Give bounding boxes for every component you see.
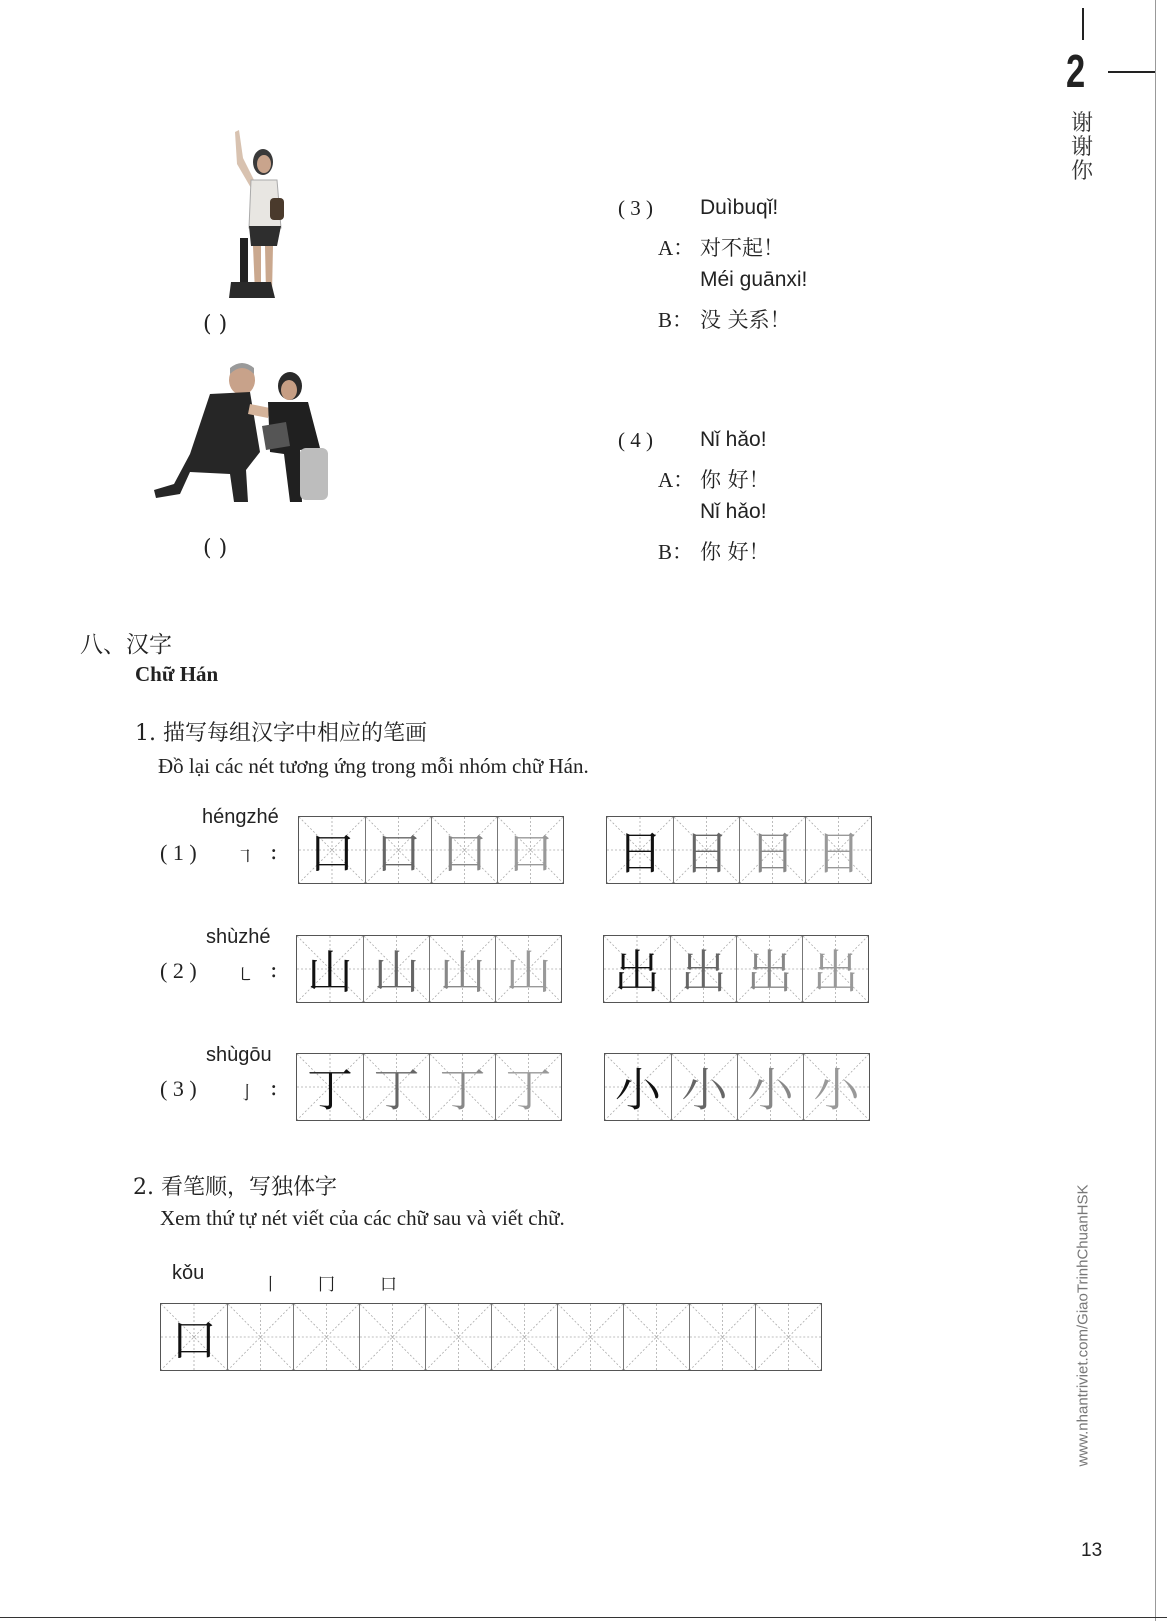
stroke-order-step-2: 冂 xyxy=(318,1275,335,1295)
row-1-number: ( 1 ) xyxy=(160,840,197,865)
grid-cell[interactable] xyxy=(359,1304,425,1370)
grid-cell[interactable] xyxy=(557,1304,623,1370)
grid-character: 山 xyxy=(439,945,486,999)
grid-cell[interactable] xyxy=(293,1304,359,1370)
kneeling-man-picture xyxy=(150,362,330,512)
dialogue-3-b-label: B： xyxy=(658,308,694,332)
section-subtitle: Chữ Hán xyxy=(135,662,219,686)
grid-cell[interactable] xyxy=(736,936,802,1002)
picture-2-answer-parens: ( ) xyxy=(203,536,228,561)
grid-cell[interactable] xyxy=(805,817,871,883)
exercise-2-title: 2. 看笔顺，写独体字 xyxy=(133,1175,337,1200)
grid-cell[interactable] xyxy=(365,817,431,883)
row-2-left-grid xyxy=(296,935,562,1003)
row-2-number: ( 2 ) xyxy=(160,958,197,983)
dialogue-3-number: ( 3 ) xyxy=(618,196,653,220)
grid-cell[interactable] xyxy=(363,936,429,1002)
grid-character: 日 xyxy=(815,826,862,880)
grid-cell[interactable] xyxy=(227,1304,293,1370)
dialogue-4-b-hanzi: 你 好！ xyxy=(700,540,770,564)
row-1-stroke: ㇕ xyxy=(236,847,254,868)
row-1-left-grid xyxy=(298,816,564,884)
dialogue-3-b-hanzi: 没 关系！ xyxy=(700,308,791,332)
grid-character: 日 xyxy=(749,826,796,880)
row-1-right-grid xyxy=(606,816,872,884)
dialogue-3-a-pinyin: Duìbuqǐ! xyxy=(700,196,779,219)
grid-cell[interactable] xyxy=(670,936,736,1002)
row-2-right-grid xyxy=(603,935,869,1003)
grid-cell[interactable] xyxy=(607,817,673,883)
row-3-number: ( 3 ) xyxy=(160,1076,197,1101)
grid-cell[interactable] xyxy=(299,817,365,883)
chapter-side-rule xyxy=(1108,71,1156,73)
grid-character: 日 xyxy=(683,826,730,880)
grid-cell[interactable] xyxy=(495,1054,561,1120)
grid-cell[interactable] xyxy=(495,936,561,1002)
chapter-number: 2 xyxy=(1066,45,1086,97)
row-2-pinyin: shùzhé xyxy=(206,926,271,948)
row-1-colon: : xyxy=(270,840,278,865)
dialogue-4-a-label: A： xyxy=(658,468,695,492)
chapter-title-char: 谢 xyxy=(1070,135,1093,160)
grid-cell[interactable] xyxy=(429,1054,495,1120)
grid-character: 小 xyxy=(681,1063,728,1117)
page-number: 13 xyxy=(1081,1540,1103,1561)
chapter-top-rule xyxy=(1082,8,1084,40)
row-3-left-grid xyxy=(296,1053,562,1121)
grid-cell[interactable] xyxy=(297,936,363,1002)
grid-character: 丁 xyxy=(373,1063,420,1117)
stroke-order-step-3: 口 xyxy=(380,1275,397,1295)
row-1-pinyin: héngzhé xyxy=(202,806,279,828)
dialogue-3-a-label: A： xyxy=(658,236,695,260)
grid-character: 口 xyxy=(309,826,355,880)
grid-character: 口 xyxy=(441,826,488,880)
dialogue-3-a-hanzi: 对不起！ xyxy=(700,236,784,260)
writing-practice-grid xyxy=(160,1303,822,1371)
dialogue-4-number: ( 4 ) xyxy=(618,428,653,452)
page-bottom-line xyxy=(0,1617,1167,1618)
grid-cell[interactable] xyxy=(604,936,670,1002)
stroke-order-step-1: 丨 xyxy=(262,1275,279,1295)
chapter-title-char: 你 xyxy=(1070,159,1093,184)
exercise-1-subtitle: Đồ lại các nét tương ứng trong mỗi nhóm chữ Hán. xyxy=(158,754,589,778)
dialogue-3-b-pinyin: Méi guānxi! xyxy=(700,268,808,291)
dialogue-4-b-pinyin: Nǐ hǎo! xyxy=(700,500,767,523)
sidebar-url: www.nhantriviet.com/GiaoTrinhChuanHSK xyxy=(1074,1184,1092,1467)
grid-cell[interactable] xyxy=(161,1304,227,1370)
grid-character: 小 xyxy=(747,1063,794,1117)
dialogue-4-b-label: B： xyxy=(658,540,694,564)
grid-cell[interactable] xyxy=(425,1304,491,1370)
grid-character: 出 xyxy=(812,945,859,999)
grid-character: 山 xyxy=(307,945,353,999)
grid-character: 出 xyxy=(746,945,793,999)
grid-character: 丁 xyxy=(307,1063,353,1117)
grid-character: 出 xyxy=(614,945,660,999)
section-title: 八、汉字 xyxy=(80,632,172,658)
grid-cell[interactable] xyxy=(689,1304,755,1370)
dialogue-4-a-hanzi: 你 好！ xyxy=(700,468,770,492)
grid-cell[interactable] xyxy=(802,936,868,1002)
exercise-2-subtitle: Xem thứ tự nét viết của các chữ sau và viết chữ. xyxy=(160,1206,565,1230)
grid-cell[interactable] xyxy=(605,1054,671,1120)
grid-character: 山 xyxy=(373,945,420,999)
grid-cell[interactable] xyxy=(803,1054,869,1120)
grid-cell[interactable] xyxy=(297,1054,363,1120)
row-3-pinyin: shùgōu xyxy=(206,1044,272,1066)
waving-woman-picture xyxy=(225,128,295,300)
page-edge-line xyxy=(1155,0,1156,1621)
grid-cell[interactable] xyxy=(739,817,805,883)
grid-character: 小 xyxy=(615,1063,661,1117)
grid-cell[interactable] xyxy=(363,1054,429,1120)
grid-cell[interactable] xyxy=(491,1304,557,1370)
grid-character: 口 xyxy=(171,1313,217,1367)
grid-cell[interactable] xyxy=(429,936,495,1002)
grid-character: 丁 xyxy=(439,1063,486,1117)
row-3-right-grid xyxy=(604,1053,870,1121)
grid-character: 出 xyxy=(680,945,727,999)
grid-cell[interactable] xyxy=(755,1304,821,1370)
dialogue-4-a-pinyin: Nǐ hǎo! xyxy=(700,428,767,451)
grid-cell[interactable] xyxy=(431,817,497,883)
grid-character: 小 xyxy=(813,1063,860,1117)
row-3-stroke: 亅 xyxy=(238,1083,256,1104)
grid-cell[interactable] xyxy=(671,1054,737,1120)
chapter-title-char: 谢 xyxy=(1070,111,1093,136)
row-2-stroke: ㇄ xyxy=(236,965,254,986)
grid-cell[interactable] xyxy=(673,817,739,883)
row-2-colon: : xyxy=(270,958,278,983)
grid-cell[interactable] xyxy=(497,817,563,883)
grid-character: 山 xyxy=(505,945,552,999)
grid-character: 日 xyxy=(617,826,663,880)
grid-cell[interactable] xyxy=(623,1304,689,1370)
row-3-colon: : xyxy=(270,1076,278,1101)
exercise-2-pinyin: kǒu xyxy=(172,1262,205,1284)
grid-cell[interactable] xyxy=(737,1054,803,1120)
grid-character: 丁 xyxy=(505,1063,552,1117)
exercise-1-title: 1. 描写每组汉字中相应的笔画 xyxy=(135,721,427,746)
chapter-title xyxy=(1070,112,1094,184)
picture-1-answer-parens: ( ) xyxy=(203,312,228,337)
grid-character: 口 xyxy=(375,826,422,880)
grid-character: 口 xyxy=(507,826,554,880)
